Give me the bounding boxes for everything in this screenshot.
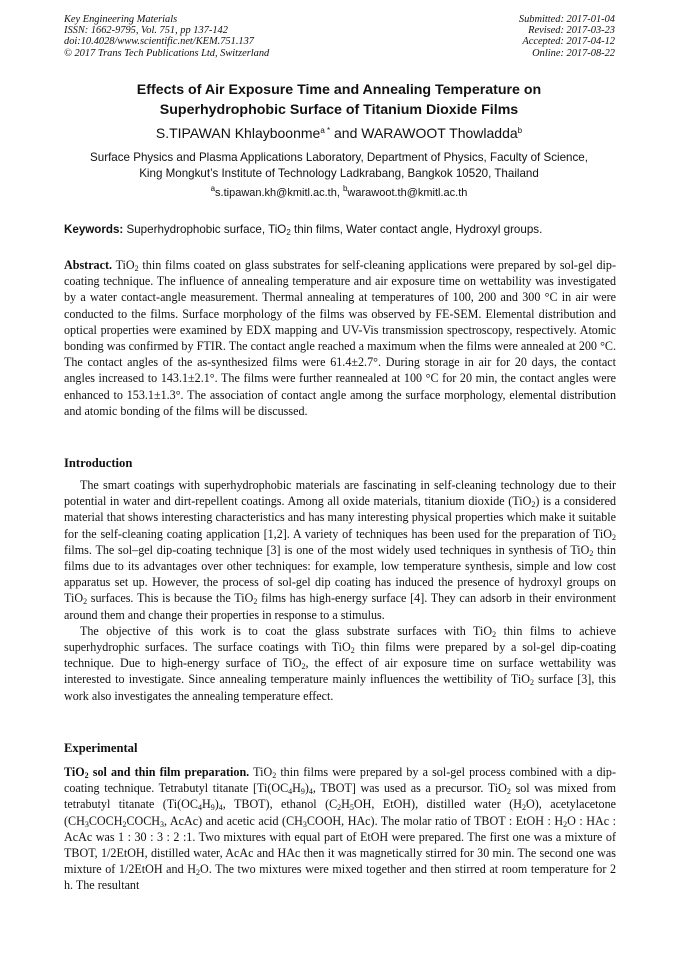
experimental-body: TiO$_2$ sol and thin film preparation. TiO$_2$ thin films were prepared by a sol-gel process combined with a dip-coating technique. Tetrabutyl titanate [$Ti(OC_4H_9)_4$, TBOT] was used as a precursor. TiO$_2$ sol was mixed from tetrabutyl titanate ($Ti(OC_4H_9)_4$, TBOT), ethanol ($C_2H_5OH$, EtOH), distilled water $(H_2O)$, acetylacetone ($CH_3COCH_2COCH_3$, AcAc) and acetic acid ($CH_3COOH$, HAc). The molar ratio of TBOT : EtOH : $H_2O$ : HAc : AcAc was 1 : 30 : 3 : 2 :1. Two mixtures with equal part of EtOH were prepared. The first one was a mixture of TBOT, 1/2EtOH, distilled water, AcAc and HAc then it was magnetically stirred for 30 min. The second one was mixture of 1/2EtOH and $H_2O$. The two mixtures were mixed together and then stirred at room temperature for 2 h. The resultant bbox=[64, 765, 617, 893]
affiliation bbox=[40, 150, 638, 182]
abstract: Abstract. TiO$_2$ thin films coated on glass substrates for self-cleaning applications were prepared by sol-gel dip-coating technique. The influence of annealing temperature and air exposure time on wettability was investigated by a water contact-angle measurement. Thermal annealing at temperatures of 100, 200 and 300 °C in air were conducted to the films. Surface morphology of the films was observed by FE-SEM. Elemental distribution and optical properties were examined by EDX mapping and UV-Vis transmission spectroscopy, respectively. Atomic bonding was confirmed by FTIR. The contact angle reached a maximum when the films were annealed at 200 °C. The contact angles of the as-synthesized films were 61.4±2.7°. During storage in air for 20 days, the contact angles increased to 143.1±2.1°. The films were further reannealed at 100 °C for 20 min, the contact angles were enhanced to 153.1±1.3°. The association of contact angle among the surface morphology, elemental distribution and atomic bonding of the films will be discussed. bbox=[64, 258, 616, 418]
keywords-label: Keywords: bbox=[64, 223, 124, 236]
author-conjunction: and bbox=[330, 125, 362, 141]
email-a: s.tipawan.kh@kmitl.ac.th, bbox=[215, 187, 343, 199]
author-emails bbox=[40, 186, 638, 200]
doi-line: doi:10.4028/www.scientific.net/KEM.751.137 bbox=[64, 36, 254, 48]
submitted-date: Submitted: 2017-01-04 bbox=[518, 14, 615, 25]
abstract-label: Abstract. bbox=[64, 258, 113, 272]
introduction-body bbox=[64, 477, 616, 704]
journal-header-right bbox=[519, 14, 615, 59]
email-b-marker: b bbox=[342, 184, 348, 193]
keywords: Keywords: Superhydrophobic surface, TiO$_2$ thin films, Water contact angle, Hydroxyl groups. bbox=[64, 223, 543, 237]
title-line-1: Effects of Air Exposure Time and Annealing Temperature on bbox=[136, 82, 542, 98]
online-date: Online: 2017-08-22 bbox=[532, 47, 615, 59]
affiliation-line-1: Surface Physics and Plasma Applications Laboratory, Department of Physics, Faculty of Science, bbox=[90, 151, 588, 164]
author-2-marker: b bbox=[517, 126, 523, 135]
copyright-line: © 2017 Trans Tech Publications Ltd, Switzerland bbox=[64, 47, 270, 59]
email-b: warawoot.th@kmitl.ac.th bbox=[347, 187, 468, 199]
intro-paragraph-2: The objective of this work is to coat the glass substrate surfaces with TiO$_2$ thin films to achieve superhydrophic surfaces. The surface coatings with TiO$_2$ thin films were prepared by a sol-gel dip-coating technique. Due to high-energy surface of TiO$_2$, the effect of air exposure time on surface wettability was interested to investigate. Since annealing temperature mainly influences the wettibility of TiO$_2$ surface [3], this work also investigates the annealing temperature effect. bbox=[64, 623, 616, 703]
author-1-marker: a * bbox=[320, 126, 331, 135]
introduction-heading: Introduction bbox=[64, 456, 133, 470]
accepted-date: Accepted: 2017-04-12 bbox=[522, 36, 615, 48]
affiliation-line-2: King Mongkut’s Institute of Technology Ladkrabang, Bangkok 10520, Thailand bbox=[139, 167, 539, 180]
email-a-marker: a bbox=[210, 184, 216, 193]
intro-paragraph-1: The smart coatings with superhydrophobic materials are fascinating in self-cleaning technology due to their potential in water and dirt-repellent coatings. Among all oxide materials, titanium dioxide (TiO$_2$) is a considered material that shows interesting characteristics and has many interesting physical properties which make it suitable for the self-cleaning coating application [1,2]. A variety of techniques has been used for the preparation of TiO$_2$ films. The sol–gel dip-coating technique [3] is one of the most widely used techniques in synthesis of TiO$_2$ thin films due to its advantages over other techniques: for example, low temperature synthesis, simple and low cost apparatus set up. However, the process of sol-gel dip coating has induced the presence of hydroxyl groups on TiO$_2$ surfaces. This is because the TiO$_2$ films has high-energy surface [4]. They can adsorb in their environment around them and change their properties in response to a stimulus. bbox=[64, 478, 617, 622]
title-line-2: Superhydrophobic Surface of Titanium Dioxide Films bbox=[159, 102, 519, 118]
experimental-heading: Experimental bbox=[64, 741, 138, 755]
revised-date: Revised: 2017-03-23 bbox=[528, 25, 615, 37]
author-1: S.TIPAWAN Khlayboonme bbox=[155, 125, 321, 141]
issn-line: ISSN: 1662-9795, Vol. 751, pp 137-142 bbox=[64, 25, 228, 37]
author-list bbox=[30, 124, 648, 142]
subsection-label: TiO$_2$ sol and thin film preparation. bbox=[64, 765, 250, 780]
journal-name: Key Engineering Materials bbox=[64, 14, 178, 25]
paper-title bbox=[40, 80, 638, 120]
author-2: WARAWOOT Thowladda bbox=[361, 125, 518, 141]
journal-header-left bbox=[64, 14, 269, 59]
